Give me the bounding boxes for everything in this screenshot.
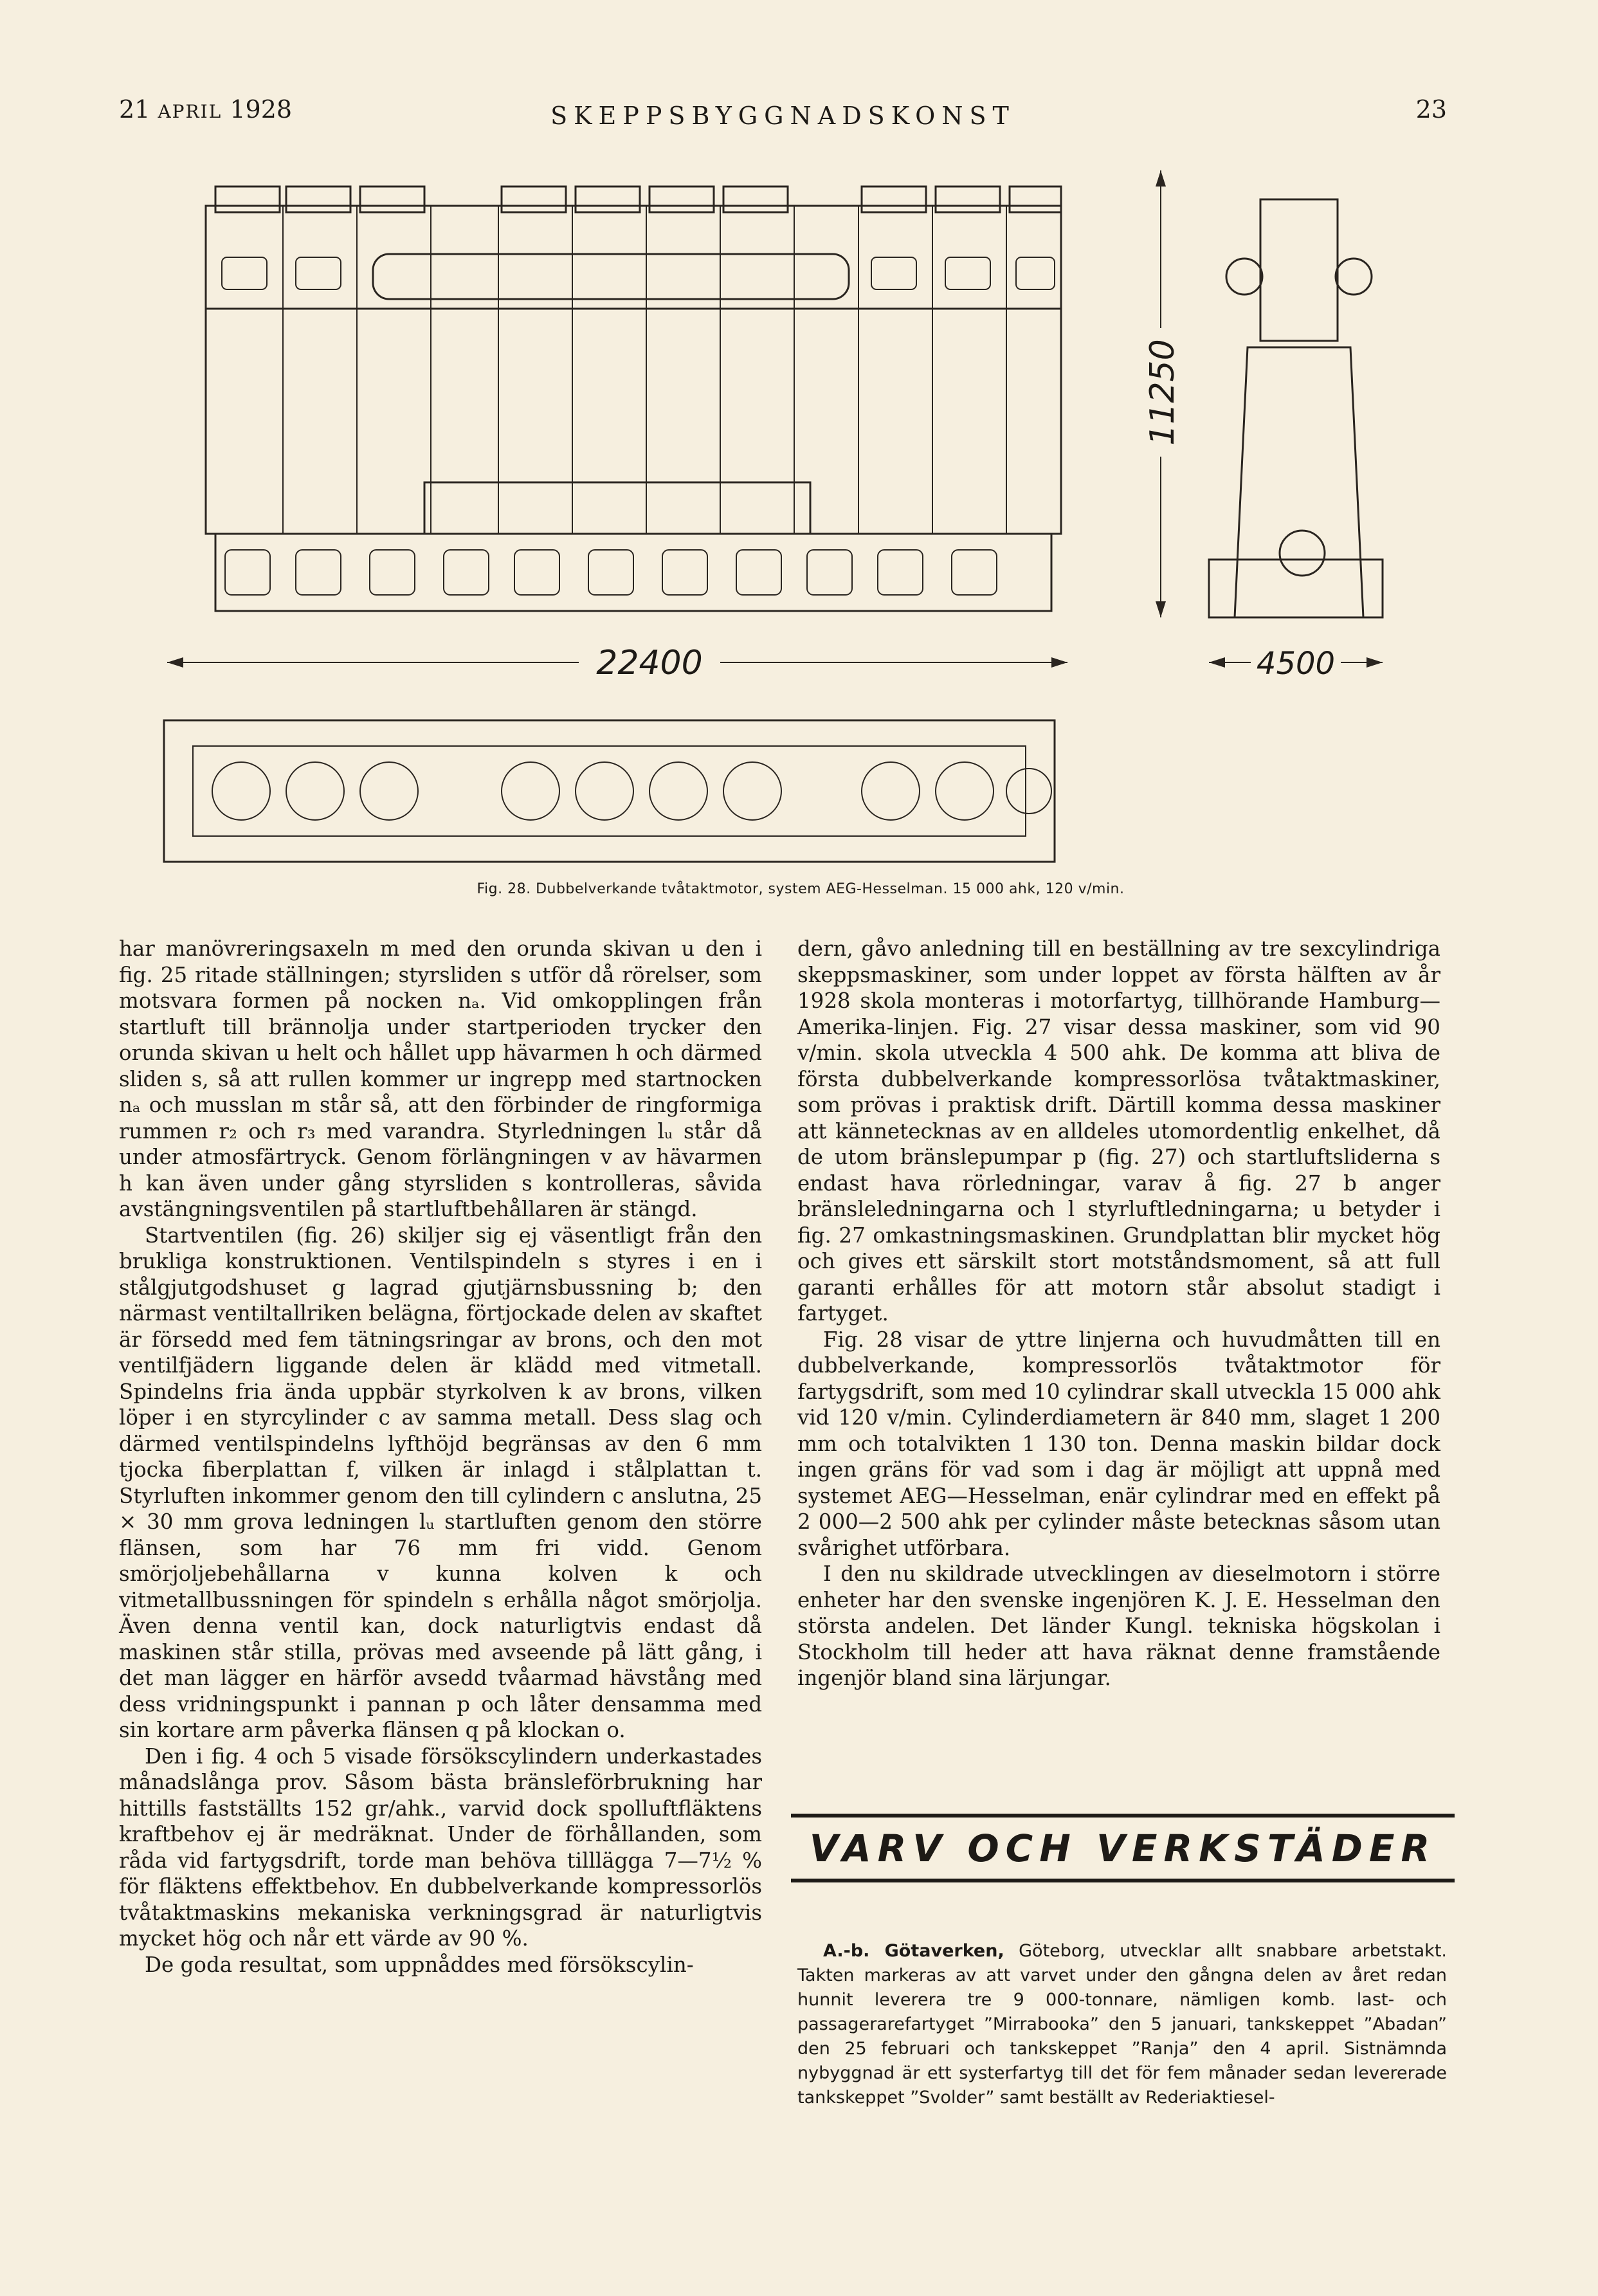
left-paragraph-4: De goda resultat, som uppnåddes med försökscylin- (145, 1952, 694, 1977)
plan-view-cylinders (212, 762, 1051, 820)
issue-year: 1928 (230, 95, 293, 123)
bedplate-windows (225, 550, 997, 595)
right-column (797, 936, 1440, 1691)
cylinder-tops (215, 187, 1061, 212)
dimension-width-label: 4500 (1256, 646, 1336, 682)
issue-month: APRIL (158, 101, 222, 122)
section-heading-box (791, 1814, 1455, 1882)
right-paragraph-1: dern, gåvo anledning till en beställning av tre sexcylindriga skeppsmaskiner, som under loppet av första hälften av år 1928 skola monteras i motorfartyg, tillhörande Hamburg—Amerika-linjen. Fig. 27 visar dessa maskiner, som vid 90 v/min. skola utveckla 4 500 ahk. De komma att bliva de första dubbelverkande kompressorlösa tvåtaktmaskiner, som prövas i praktisk drift. Därtill komma dessa maskiner att kännetecknas av en alldeles utomordentlig enkelhet, då de utom bränslepumpar p (fig. 27) och startluftsliderna s endast hava rörledningar, varav å fig. 27 b anger bränsleledningarna och l styrluftledningarna; u betyder i fig. 27 omkastningsmaskinen. Grundplattan blir mycket hög och gives ett särskilt stort motståndsmoment, så att full garanti erhålles för att motorn står absolut stadigt i fartyget. (797, 936, 1440, 1326)
right-paragraph-2: Fig. 28 visar de yttre linjerna och huvudmåtten till en dubbelverkande, kompressorlös tvåtaktmotor för fartygsdrift, som med 10 cylindrar skall utveckla 15 000 ahk vid 120 v/min. Cylinderdiametern är 840 mm, slaget 1 200 mm och totalvikten 1 130 ton. Denna maskin bildar dock ingen gräns för vad som i dag är möjligt att uppnå med systemet AEG—Hesselman, enär cylindrar med en effekt på 2 000—2 500 ahk per cylinder måste betecknas såsom utan svårighet utförbara. (797, 1327, 1440, 1560)
left-paragraph-1: har manövreringsaxeln m med den orunda skivan u den i fig. 25 ritade ställningen; styrsliden s utför då rörelser, som motsvara formen på nocken nₐ. Vid omkopplingen från startluft till brännolja under startperioden trycker den orunda skivan u helt och hållet upp hävarmen h och därmed sliden s, så att rullen kommer ur ingrepp med startnocken nₐ och musslan m står så, att den förbinder de ringformiga rummen r₂ och r₃ med varandra. Styrledningen lᵤ står då under atmosfärtryck. Genom förlängningen v av hävarmen h kan även under gång styrsliden s kontrolleras, såvida avstängningsventilen på startluftbehållaren är stängd. (119, 936, 762, 1221)
news-item (797, 1939, 1447, 2110)
news-company: A.-b. Götaverken, (823, 1941, 1004, 1961)
journal-title: SKEPPSBYGGNADSKONST (550, 102, 1015, 130)
fuel-pump-block (424, 482, 810, 534)
scavenge-pipe (373, 254, 849, 299)
engine-drawing (154, 154, 1447, 875)
head-windows (222, 257, 1055, 289)
section-heading: VARV OCH VERKSTÄDER (809, 1826, 1437, 1870)
left-column (119, 936, 762, 1978)
left-paragraph-2: Startventilen (fig. 26) skiljer sig ej väsentligt från den brukliga konstruktionen. Ventilspindeln s styres i en i stålgjutgodshuset g lagrad gjutjärnsbussning b; den närmast ventiltallriken belägna, förtjockade delen av skaftet är försedd med fem tätningsringar av brons, och den mot ventilfjädern liggande delen är klädd med vitmetall. Spindelns fria ända uppbär styrkolven k av brons, vilken löper i en styrcylinder c av samma metall. Dess slag och därmed ventilspindelns lyfthöjd begränsas av den 6 mm tjocka fiberplattan f, vilken är inlagd i stålplattan t. Styrluften inkommer genom den till cylindern c anslutna, 25 × 30 mm grova ledningen lᵤ startluften genom den större flänsen, som har 76 mm fri vidd. Genom smörjoljebehållarna v kunna kolven k och vitmetallbussningen för spindeln s erhålla något smörjolja. Även denna ventil kan, dock naturligtvis endast då maskinen står stilla, prövas med avseende på lätt gång, i det man lägger en härför avsedd tvåarmad hävstång med dess vridningspunkt i pannan p och låter densamma med sin kortare arm påverka flänsen q på klockan o. (119, 1223, 762, 1742)
figure-caption: Fig. 28. Dubbelverkande tvåtaktmotor, system AEG-Hesselman. 15 000 ahk, 120 v/min. (477, 881, 1125, 897)
engine-figure (154, 154, 1447, 897)
plan-view-outer (164, 720, 1055, 862)
dimension-length-label: 22400 (596, 644, 703, 682)
right-paragraph-3: I den nu skildrade utvecklingen av dieselmotorn i större enheter har den svenske ingenjören K. J. E. Hesselman den största andelen. Det länder Kungl. tekniska högskolan i Stockholm till heder att hava räknat denne framstående ingenjör bland sina lärjungar. (797, 1562, 1440, 1690)
dimension-arrows (167, 170, 1383, 668)
plan-view-inner (193, 746, 1026, 836)
issue-day: 21 (119, 95, 150, 123)
dimension-height-label: 11250 (1143, 339, 1182, 446)
left-paragraph-3: Den i fig. 4 och 5 visade försökscylindern underkastades månadslånga prov. Såsom bästa bränsleförbrukning har hittills fastställts 152 gr/ahk., varvid dock spolluftfläktens kraftbehov ej är medräknat. Under de förhållanden, som råda vid fartygsdrift, torde man behöva tilllägga 7—7½ % för fläktens effektbehov. En dubbelverkande kompressorlös tvåtaktmaskins mekaniska verkningsgrad är naturligtvis mycket hög och når ett värde av 90 %. (119, 1744, 762, 1951)
end-view (1209, 199, 1383, 617)
news-paragraph (797, 1939, 1447, 2110)
news-text: Göteborg, utvecklar allt snabbare arbetstakt. Takten markeras av att varvet under den gångna delen av året redan hunnit leverera tre 9 000-tonnare, nämligen komb. last- och passagerarefartyget ”Mirrabooka” den 5 januari, tankskeppet ”Abadan” den 25 februari och tankskeppet ”Ranja” den 4 april. Sistnämnda nybyggnad är ett systerfartyg till det för fem månader sedan levererade tankskeppet ”Svolder” samt beställt av Rederiaktiesel- (797, 1941, 1447, 2108)
page-number: 23 (1415, 95, 1447, 123)
page-header (119, 95, 1447, 134)
